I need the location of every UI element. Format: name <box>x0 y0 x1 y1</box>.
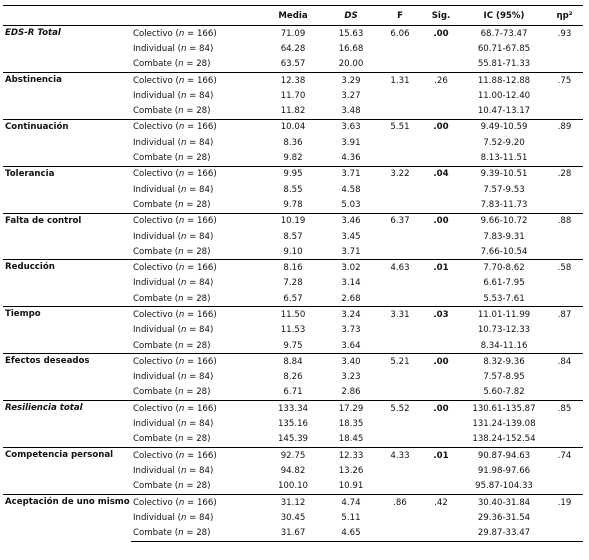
group-label: Individual (n = 84) <box>133 419 214 430</box>
media-value: 94.82 <box>280 465 306 476</box>
media-value: 8.36 <box>283 137 303 148</box>
f-value: 4.63 <box>380 260 420 276</box>
media-value: 10.04 <box>264 119 322 135</box>
group-label: Individual (n = 84) <box>133 465 214 476</box>
header-media: Media <box>264 6 322 26</box>
sig-empty <box>420 197 462 213</box>
table-row <box>3 448 583 464</box>
sig-empty <box>420 150 462 166</box>
ds-value: 3.02 <box>322 260 380 276</box>
media-value: 6.57 <box>264 291 322 307</box>
ds-value: 4.74 <box>322 494 380 510</box>
group-label: Individual (n = 84) <box>133 137 214 148</box>
group-label: Combate (n = 28) <box>131 385 264 401</box>
group-label: Individual (n = 84) <box>133 231 214 242</box>
table-row <box>3 260 583 276</box>
ic-value: 8.13-11.51 <box>462 150 546 166</box>
sig-value: .01 <box>420 448 462 464</box>
group-label: Combate (n = 28) <box>131 291 264 307</box>
variable-name: Tiempo <box>3 307 131 354</box>
variable-block <box>3 307 583 354</box>
f-value: 1.31 <box>380 72 420 88</box>
media-value: 30.45 <box>280 512 306 523</box>
f-empty <box>380 479 420 495</box>
media-value: 135.16 <box>277 419 309 430</box>
sig-empty <box>420 103 462 119</box>
sig-value: .00 <box>420 26 462 42</box>
sig-empty <box>420 57 462 73</box>
ic-value: 8.32-9.36 <box>462 354 546 370</box>
sig-value: .01 <box>420 260 462 276</box>
f-empty <box>380 41 420 56</box>
table-row <box>3 166 583 182</box>
sig-value: .42 <box>420 494 462 510</box>
group-label: Colectivo (n = 166) <box>131 448 264 464</box>
group-label: Combate (n = 28) <box>131 338 264 354</box>
eta-empty <box>546 432 583 448</box>
table-row <box>3 354 583 370</box>
variable-name: EDS-R Total <box>3 26 131 73</box>
sig-empty <box>420 323 462 338</box>
eta-value: .93 <box>546 26 583 42</box>
ds-value: 3.23 <box>341 372 361 383</box>
ds-value: 3.40 <box>322 354 380 370</box>
f-empty <box>380 244 420 260</box>
eta-empty <box>546 291 583 307</box>
group-label: Individual (n = 84) <box>133 372 214 383</box>
eta-empty <box>546 135 583 150</box>
media-value: 31.67 <box>264 526 322 542</box>
media-value: 8.26 <box>283 372 303 383</box>
ic-value: 138.24-152.54 <box>462 432 546 448</box>
ic-value: 5.60-7.82 <box>462 385 546 401</box>
group-label: Individual (n = 84) <box>133 278 214 289</box>
media-value: 9.10 <box>264 244 322 260</box>
media-value: 8.57 <box>283 231 303 242</box>
eta-value: .84 <box>546 354 583 370</box>
ds-value: 16.68 <box>338 43 364 54</box>
header-variable <box>3 6 131 26</box>
variable-block <box>3 354 583 401</box>
ic-value: 91.98-97.66 <box>477 465 531 476</box>
eta-value: .28 <box>546 166 583 182</box>
media-value: 11.53 <box>280 325 306 336</box>
ic-value: 7.83-9.31 <box>483 231 525 242</box>
media-value: 31.12 <box>264 494 322 510</box>
media-value: 11.70 <box>280 90 306 101</box>
ic-value: 6.61-7.95 <box>483 278 525 289</box>
variable-block <box>3 26 583 73</box>
sig-empty <box>420 370 462 385</box>
eta-empty <box>546 416 583 431</box>
variable-name: Continuación <box>3 119 131 166</box>
group-label: Colectivo (n = 166) <box>131 494 264 510</box>
media-value: 100.10 <box>264 479 322 495</box>
group-label: Colectivo (n = 166) <box>131 72 264 88</box>
sig-empty <box>420 88 462 103</box>
group-label: Colectivo (n = 166) <box>131 213 264 229</box>
variable-name: Falta de control <box>3 213 131 260</box>
media-value: 9.78 <box>264 197 322 213</box>
sig-empty <box>420 338 462 354</box>
header-sig: Sig. <box>420 6 462 26</box>
group-label: Combate (n = 28) <box>131 244 264 260</box>
group-label: Combate (n = 28) <box>131 150 264 166</box>
sig-value: .03 <box>420 307 462 323</box>
eta-empty <box>546 338 583 354</box>
ic-value: 7.66-10.54 <box>462 244 546 260</box>
ds-value: 17.29 <box>322 401 380 417</box>
eta-empty <box>546 479 583 495</box>
ds-value: 3.14 <box>341 278 361 289</box>
variable-name: Aceptación de uno mismo <box>3 494 131 541</box>
ic-value: 9.39-10.51 <box>462 166 546 182</box>
ic-value: 11.88-12.88 <box>462 72 546 88</box>
f-empty <box>380 103 420 119</box>
variable-block <box>3 260 583 307</box>
f-value: 5.51 <box>380 119 420 135</box>
group-label: Colectivo (n = 166) <box>131 307 264 323</box>
ic-value: 68.7-73.47 <box>462 26 546 42</box>
sig-empty <box>420 432 462 448</box>
eta-value: .75 <box>546 72 583 88</box>
media-value: 10.19 <box>264 213 322 229</box>
ds-value: 3.48 <box>322 103 380 119</box>
media-value: 8.55 <box>283 184 303 195</box>
media-value: 92.75 <box>264 448 322 464</box>
ds-value: 12.33 <box>322 448 380 464</box>
f-empty <box>380 510 420 525</box>
variable-block <box>3 213 583 260</box>
table-row <box>3 72 583 88</box>
group-label: Colectivo (n = 166) <box>131 401 264 417</box>
ds-value: 20.00 <box>322 57 380 73</box>
group-label: Combate (n = 28) <box>131 479 264 495</box>
ic-value: 8.34-11.16 <box>462 338 546 354</box>
sig-value: .00 <box>420 119 462 135</box>
ds-value: 3.64 <box>322 338 380 354</box>
f-empty <box>380 88 420 103</box>
ds-value: 10.91 <box>322 479 380 495</box>
table-row <box>3 213 583 229</box>
sig-value: .04 <box>420 166 462 182</box>
sig-value: .00 <box>420 213 462 229</box>
ic-value: 90.87-94.63 <box>462 448 546 464</box>
table-row <box>3 401 583 417</box>
ic-value: 130.61-135.87 <box>462 401 546 417</box>
f-empty <box>380 416 420 431</box>
eta-value: .87 <box>546 307 583 323</box>
results-table <box>3 5 583 542</box>
variable-block <box>3 401 583 448</box>
ic-value: 7.57-9.53 <box>483 184 525 195</box>
group-label: Combate (n = 28) <box>131 526 264 542</box>
media-value: 8.84 <box>264 354 322 370</box>
ds-value: 5.11 <box>341 512 361 523</box>
sig-empty <box>420 479 462 495</box>
eta-empty <box>546 276 583 291</box>
sig-empty <box>420 526 462 542</box>
group-label: Colectivo (n = 166) <box>131 119 264 135</box>
group-label: Individual (n = 84) <box>133 325 214 336</box>
ic-value: 60.71-67.85 <box>477 43 531 54</box>
media-value: 11.50 <box>264 307 322 323</box>
variable-block <box>3 494 583 541</box>
f-empty <box>380 338 420 354</box>
group-label: Colectivo (n = 166) <box>131 260 264 276</box>
variable-name: Reducción <box>3 260 131 307</box>
sig-empty <box>420 276 462 291</box>
media-value: 71.09 <box>264 26 322 42</box>
variable-name: Tolerancia <box>3 166 131 213</box>
eta-empty <box>546 197 583 213</box>
variable-name: Efectos deseados <box>3 354 131 401</box>
ds-value: 2.86 <box>322 385 380 401</box>
ic-value: 55.81-71.33 <box>462 57 546 73</box>
f-empty <box>380 291 420 307</box>
group-label: Combate (n = 28) <box>131 432 264 448</box>
sig-empty <box>420 510 462 525</box>
table-row <box>3 494 583 510</box>
table-row <box>3 26 583 42</box>
ic-value: 29.36-31.54 <box>477 512 531 523</box>
ds-value: 2.68 <box>322 291 380 307</box>
ic-value: 11.00-12.40 <box>477 90 531 101</box>
sig-empty <box>420 135 462 150</box>
eta-empty <box>546 244 583 260</box>
media-value: 63.57 <box>264 57 322 73</box>
ds-value: 4.36 <box>322 150 380 166</box>
eta-value: .19 <box>546 494 583 510</box>
ds-value: 3.45 <box>341 231 361 242</box>
eta-value: .74 <box>546 448 583 464</box>
sig-empty <box>420 385 462 401</box>
variable-block <box>3 72 583 119</box>
media-value: 64.28 <box>280 43 306 54</box>
sig-empty <box>420 229 462 244</box>
eta-empty <box>546 510 583 525</box>
eta-empty <box>546 88 583 103</box>
ds-value: 18.35 <box>338 419 364 430</box>
eta-empty <box>546 463 583 478</box>
group-label: Combate (n = 28) <box>131 103 264 119</box>
header-eta: ηp² <box>546 6 583 26</box>
variable-name: Resiliencia total <box>3 401 131 448</box>
ic-value: 5.53-7.61 <box>462 291 546 307</box>
eta-empty <box>546 41 583 56</box>
sig-value: .00 <box>420 354 462 370</box>
eta-empty <box>546 57 583 73</box>
f-empty <box>380 323 420 338</box>
eta-empty <box>546 526 583 542</box>
ic-value: 9.49-10.59 <box>462 119 546 135</box>
ds-value: 18.45 <box>322 432 380 448</box>
eta-empty <box>546 385 583 401</box>
ic-value: 29.87-33.47 <box>462 526 546 542</box>
ds-value: 3.24 <box>322 307 380 323</box>
ds-value: 4.65 <box>322 526 380 542</box>
ds-value: 3.29 <box>322 72 380 88</box>
f-empty <box>380 463 420 478</box>
ds-value: 3.71 <box>322 166 380 182</box>
f-empty <box>380 432 420 448</box>
ic-value: 131.24-139.08 <box>472 419 536 430</box>
sig-empty <box>420 416 462 431</box>
media-value: 133.34 <box>264 401 322 417</box>
group-label: Combate (n = 28) <box>131 197 264 213</box>
ds-value: 4.58 <box>341 184 361 195</box>
f-empty <box>380 385 420 401</box>
group-label: Individual (n = 84) <box>133 43 214 54</box>
header-f: F <box>380 6 420 26</box>
ds-value: 3.46 <box>322 213 380 229</box>
eta-empty <box>546 323 583 338</box>
ic-value: 10.73-12.33 <box>477 325 531 336</box>
group-label: Colectivo (n = 166) <box>131 26 264 42</box>
f-value: 3.31 <box>380 307 420 323</box>
ic-value: 10.47-13.17 <box>462 103 546 119</box>
sig-empty <box>420 291 462 307</box>
f-empty <box>380 370 420 385</box>
group-label: Individual (n = 84) <box>133 90 214 101</box>
eta-value: .85 <box>546 401 583 417</box>
group-label: Colectivo (n = 166) <box>131 166 264 182</box>
sig-empty <box>420 41 462 56</box>
f-empty <box>380 276 420 291</box>
sig-empty <box>420 182 462 197</box>
media-value: 8.16 <box>264 260 322 276</box>
ds-value: 3.91 <box>341 137 361 148</box>
eta-empty <box>546 229 583 244</box>
f-empty <box>380 526 420 542</box>
sig-value: .00 <box>420 401 462 417</box>
ds-value: 3.71 <box>322 244 380 260</box>
f-value: 6.37 <box>380 213 420 229</box>
ds-value: 15.63 <box>322 26 380 42</box>
variable-block <box>3 119 583 166</box>
variable-name: Competencia personal <box>3 448 131 495</box>
eta-value: .58 <box>546 260 583 276</box>
f-value: 4.33 <box>380 448 420 464</box>
f-empty <box>380 182 420 197</box>
f-value: .86 <box>380 494 420 510</box>
results-table-container <box>3 5 583 542</box>
group-label: Combate (n = 28) <box>131 57 264 73</box>
eta-value: .89 <box>546 119 583 135</box>
ic-value: 11.01-11.99 <box>462 307 546 323</box>
eta-value: .88 <box>546 213 583 229</box>
variable-block <box>3 448 583 495</box>
media-value: 9.95 <box>264 166 322 182</box>
ic-value: 7.52-9.20 <box>483 137 525 148</box>
f-empty <box>380 135 420 150</box>
variable-block <box>3 166 583 213</box>
eta-empty <box>546 103 583 119</box>
f-empty <box>380 197 420 213</box>
table-header <box>3 6 583 26</box>
f-value: 5.21 <box>380 354 420 370</box>
ic-value: 7.57-8.95 <box>483 372 525 383</box>
table-row <box>3 307 583 323</box>
table-row <box>3 119 583 135</box>
media-value: 7.28 <box>283 278 303 289</box>
ic-value: 7.70-8.62 <box>462 260 546 276</box>
ic-value: 9.66-10.72 <box>462 213 546 229</box>
ic-value: 7.83-11.73 <box>462 197 546 213</box>
eta-empty <box>546 370 583 385</box>
ds-value: 3.63 <box>322 119 380 135</box>
f-empty <box>380 229 420 244</box>
f-value: 5.52 <box>380 401 420 417</box>
header-ic: IC (95%) <box>462 6 546 26</box>
media-value: 9.82 <box>264 150 322 166</box>
group-label: Colectivo (n = 166) <box>131 354 264 370</box>
f-empty <box>380 150 420 166</box>
sig-empty <box>420 244 462 260</box>
ds-value: 3.73 <box>341 325 361 336</box>
sig-value: .26 <box>420 72 462 88</box>
variable-name: Abstinencia <box>3 72 131 119</box>
media-value: 9.75 <box>264 338 322 354</box>
ds-value: 3.27 <box>341 90 361 101</box>
f-value: 3.22 <box>380 166 420 182</box>
ic-value: 95.87-104.33 <box>462 479 546 495</box>
f-empty <box>380 57 420 73</box>
media-value: 6.71 <box>264 385 322 401</box>
f-value: 6.06 <box>380 26 420 42</box>
ds-value: 13.26 <box>338 465 364 476</box>
header-ds: DS <box>322 6 380 26</box>
eta-empty <box>546 182 583 197</box>
media-value: 145.39 <box>264 432 322 448</box>
media-value: 12.38 <box>264 72 322 88</box>
media-value: 11.82 <box>264 103 322 119</box>
sig-empty <box>420 463 462 478</box>
eta-empty <box>546 150 583 166</box>
header-group <box>131 6 264 26</box>
group-label: Individual (n = 84) <box>133 184 214 195</box>
group-label: Individual (n = 84) <box>133 512 214 523</box>
ic-value: 30.40-31.84 <box>462 494 546 510</box>
ds-value: 5.03 <box>322 197 380 213</box>
